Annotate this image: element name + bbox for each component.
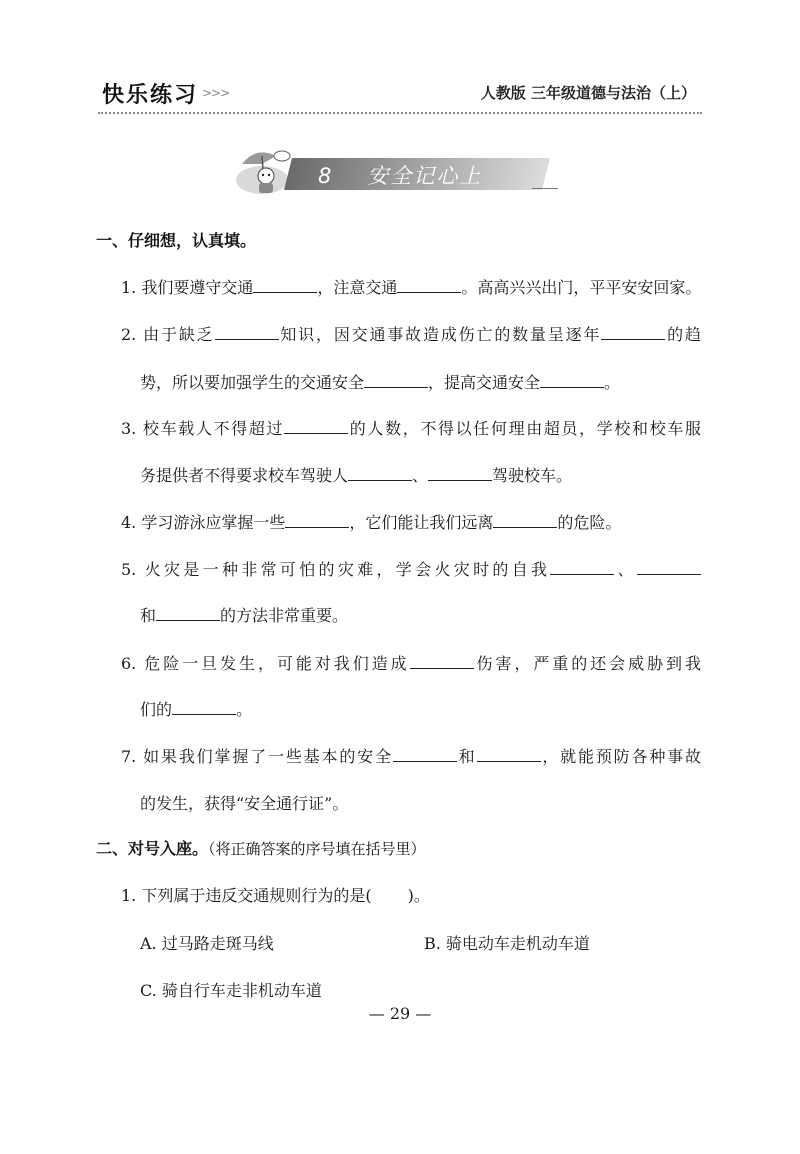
question-3-line-1: 3. 校车载人不得超过 的人数，不得以任何理由超员，学校和校车服 bbox=[121, 419, 701, 438]
section2-title: 二、对号入座。（将正确答案的序号填在括号里） bbox=[96, 839, 426, 858]
answer-blank[interactable] bbox=[397, 278, 461, 293]
question-1-line-1: 1. 我们要遵守交通 ，注意交通 。高高兴兴出门，平平安安回家。 bbox=[121, 278, 702, 297]
question-3-line-2: 务提供者不得要求校车驾驶人 、 驾驶校车。 bbox=[140, 466, 573, 485]
mc-question-1: 1. 下列属于违反交通规则行为的是( )。 bbox=[121, 886, 430, 905]
question-2-line-2: 势，所以要加强学生的交通安全 ，提高交通安全 。 bbox=[140, 373, 621, 392]
answer-blank[interactable] bbox=[285, 513, 349, 528]
answer-blank[interactable] bbox=[477, 747, 541, 762]
answer-blank[interactable] bbox=[215, 325, 279, 340]
section1-title: 一、仔细想，认真填。 bbox=[96, 231, 257, 250]
question-4-line-1: 4. 学习游泳应掌握一些 ，它们能让我们远离 的危险。 bbox=[121, 513, 622, 532]
question-5-line-2: 和 的方法非常重要。 bbox=[140, 606, 349, 625]
answer-blank[interactable] bbox=[156, 606, 220, 621]
chevron-icon: >>> bbox=[202, 86, 230, 100]
answer-blank[interactable] bbox=[172, 700, 236, 715]
lesson-banner bbox=[232, 142, 562, 198]
answer-blank[interactable] bbox=[348, 466, 412, 481]
answer-blank[interactable] bbox=[493, 513, 557, 528]
answer-blank[interactable] bbox=[601, 325, 665, 340]
option-c[interactable]: C. 骑自行车走非机动车道 bbox=[140, 981, 322, 1000]
answer-blank[interactable] bbox=[540, 373, 604, 388]
question-7-line-2: 的发生，获得“安全通行证”。 bbox=[140, 794, 349, 813]
lesson-number: 8 bbox=[318, 164, 334, 188]
question-5-line-1: 5. 火灾是一种非常可怕的灾难，学会火灾时的自我 、 bbox=[121, 557, 701, 580]
header-divider bbox=[98, 112, 702, 114]
question-6-line-2: 们的 。 bbox=[140, 700, 253, 719]
answer-blank[interactable] bbox=[284, 419, 348, 434]
question-6-line-1: 6. 危险一旦发生，可能对我们造成 伤害，严重的还会威胁到我 bbox=[121, 654, 701, 673]
edition-label: 人教版 三年级道德与法治（上） bbox=[480, 84, 696, 102]
answer-blank[interactable] bbox=[428, 466, 492, 481]
option-a[interactable]: A. 过马路走斑马线 bbox=[140, 934, 274, 953]
question-7-line-1: 7. 如果我们掌握了一些基本的安全 和 ，就能预防各种事故 bbox=[121, 747, 701, 766]
option-b[interactable]: B. 骑电动车走机动车道 bbox=[424, 934, 590, 953]
answer-blank[interactable] bbox=[364, 373, 428, 388]
answer-blank[interactable] bbox=[637, 560, 701, 575]
lesson-title bbox=[318, 160, 482, 190]
brand-title: 快乐练习 bbox=[102, 83, 199, 108]
answer-blank[interactable] bbox=[410, 654, 474, 669]
answer-blank[interactable] bbox=[393, 747, 457, 762]
answer-blank[interactable] bbox=[550, 560, 614, 575]
answer-blank[interactable] bbox=[253, 278, 317, 293]
page-header bbox=[98, 78, 702, 112]
question-2-line-1: 2. 由于缺乏 知识，因交通事故造成伤亡的数量呈逐年 的趋 bbox=[121, 325, 701, 344]
lesson-name: 安全记心上 bbox=[367, 164, 483, 188]
section2-note: （将正确答案的序号填在括号里） bbox=[208, 840, 426, 858]
page-number: — 29 — bbox=[368, 1004, 432, 1023]
banner-tail-line bbox=[532, 188, 558, 189]
